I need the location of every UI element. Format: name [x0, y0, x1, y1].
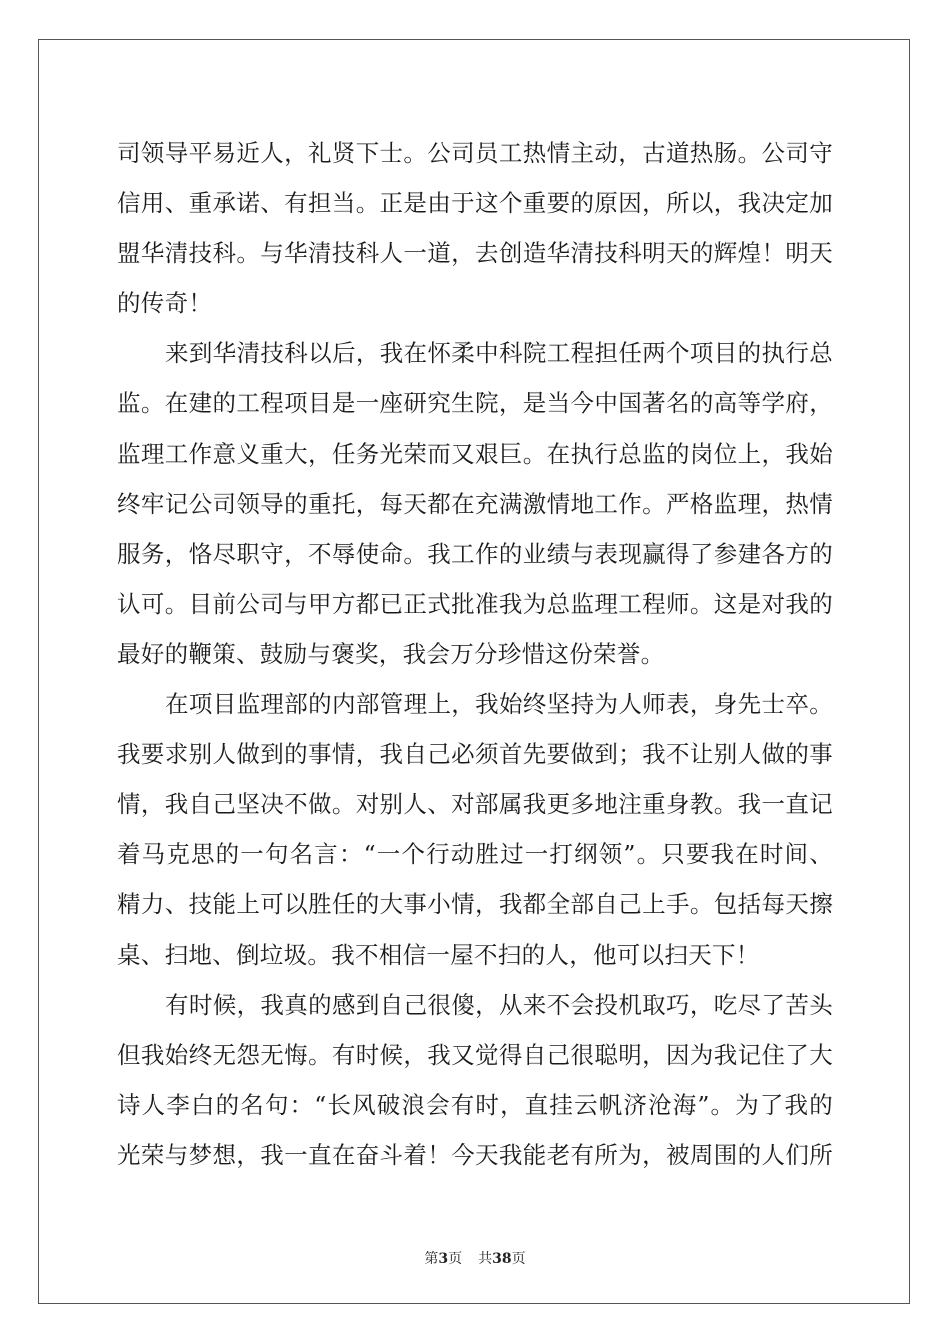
page-number: 第3页 — [424, 1251, 463, 1267]
page-total: 共38页 — [478, 1251, 526, 1267]
text-line-19: 但我始终无怨无悔。有时候，我又觉得自己很聪明，因为我记住了大 — [117, 1040, 833, 1069]
text-line-12: 在项目监理部的内部管理上，我始终坚持为人师表，身先士卒。 — [165, 690, 833, 719]
text-line-7: 监理工作意义重大，任务光荣而又艰巨。在执行总监的岗位上，我始 — [117, 439, 833, 468]
text-line-9: 服务，恪尽职守，不辱使命。我工作的业绩与表现赢得了参建各方的 — [117, 539, 833, 568]
text-line-10: 认可。目前公司与甲方都已正式批准我为总监理工程师。这是对我的 — [117, 589, 833, 618]
document-body — [117, 128, 833, 1180]
text-line-21: 光荣与梦想，我一直在奋斗着！今天我能老有所为，被周围的人们所 — [117, 1140, 833, 1169]
text-line-14: 情，我自己坚决不做。对别人、对部属我更多地注重身教。我一直记 — [117, 790, 833, 819]
text-line-11: 最好的鞭策、鼓励与褒奖，我会万分珍惜这份荣誉。 — [117, 639, 665, 668]
page-footer — [0, 1248, 950, 1268]
text-line-1: 司领导平易近人，礼贤下士。公司员工热情主动，古道热肠。公司守 — [117, 139, 833, 167]
text-line-5: 来到华清技科以后，我在怀柔中科院工程担任两个项目的执行总 — [165, 339, 833, 368]
text-line-18: 有时候，我真的感到自己很傻，从来不会投机取巧，吃尽了苦头 — [165, 990, 833, 1019]
text-line-17: 桌、扫地、倒垃圾。我不相信一屋不扫的人，他可以扫天下！ — [117, 940, 760, 969]
text-line-4: 的传奇！ — [117, 289, 213, 318]
text-line-8: 终牢记公司领导的重托，每天都在充满激情地工作。严格监理，热情 — [117, 489, 833, 518]
text-line-15: 着马克思的一句名言：“一个行动胜过一打纲领”。只要我在时间、 — [117, 840, 833, 869]
text-line-13: 我要求别人做到的事情，我自己必须首先要做到；我不让别人做的事 — [117, 740, 833, 769]
text-line-6: 监。在建的工程项目是一座研究生院，是当今中国著名的高等学府， — [117, 389, 833, 418]
text-line-20: 诗人李白的名句：“长风破浪会有时，直挂云帆济沧海”。为了我的 — [117, 1090, 833, 1119]
text-line-3: 盟华清技科。与华清技科人一道，去创造华清技科明天的辉煌！明天 — [117, 239, 833, 268]
text-line-16: 精力、技能上可以胜任的大事小情，我都全部自己上手。包括每天擦 — [117, 890, 833, 919]
text-line-2: 信用、重承诺、有担当。正是由于这个重要的原因，所以，我决定加 — [117, 189, 833, 218]
